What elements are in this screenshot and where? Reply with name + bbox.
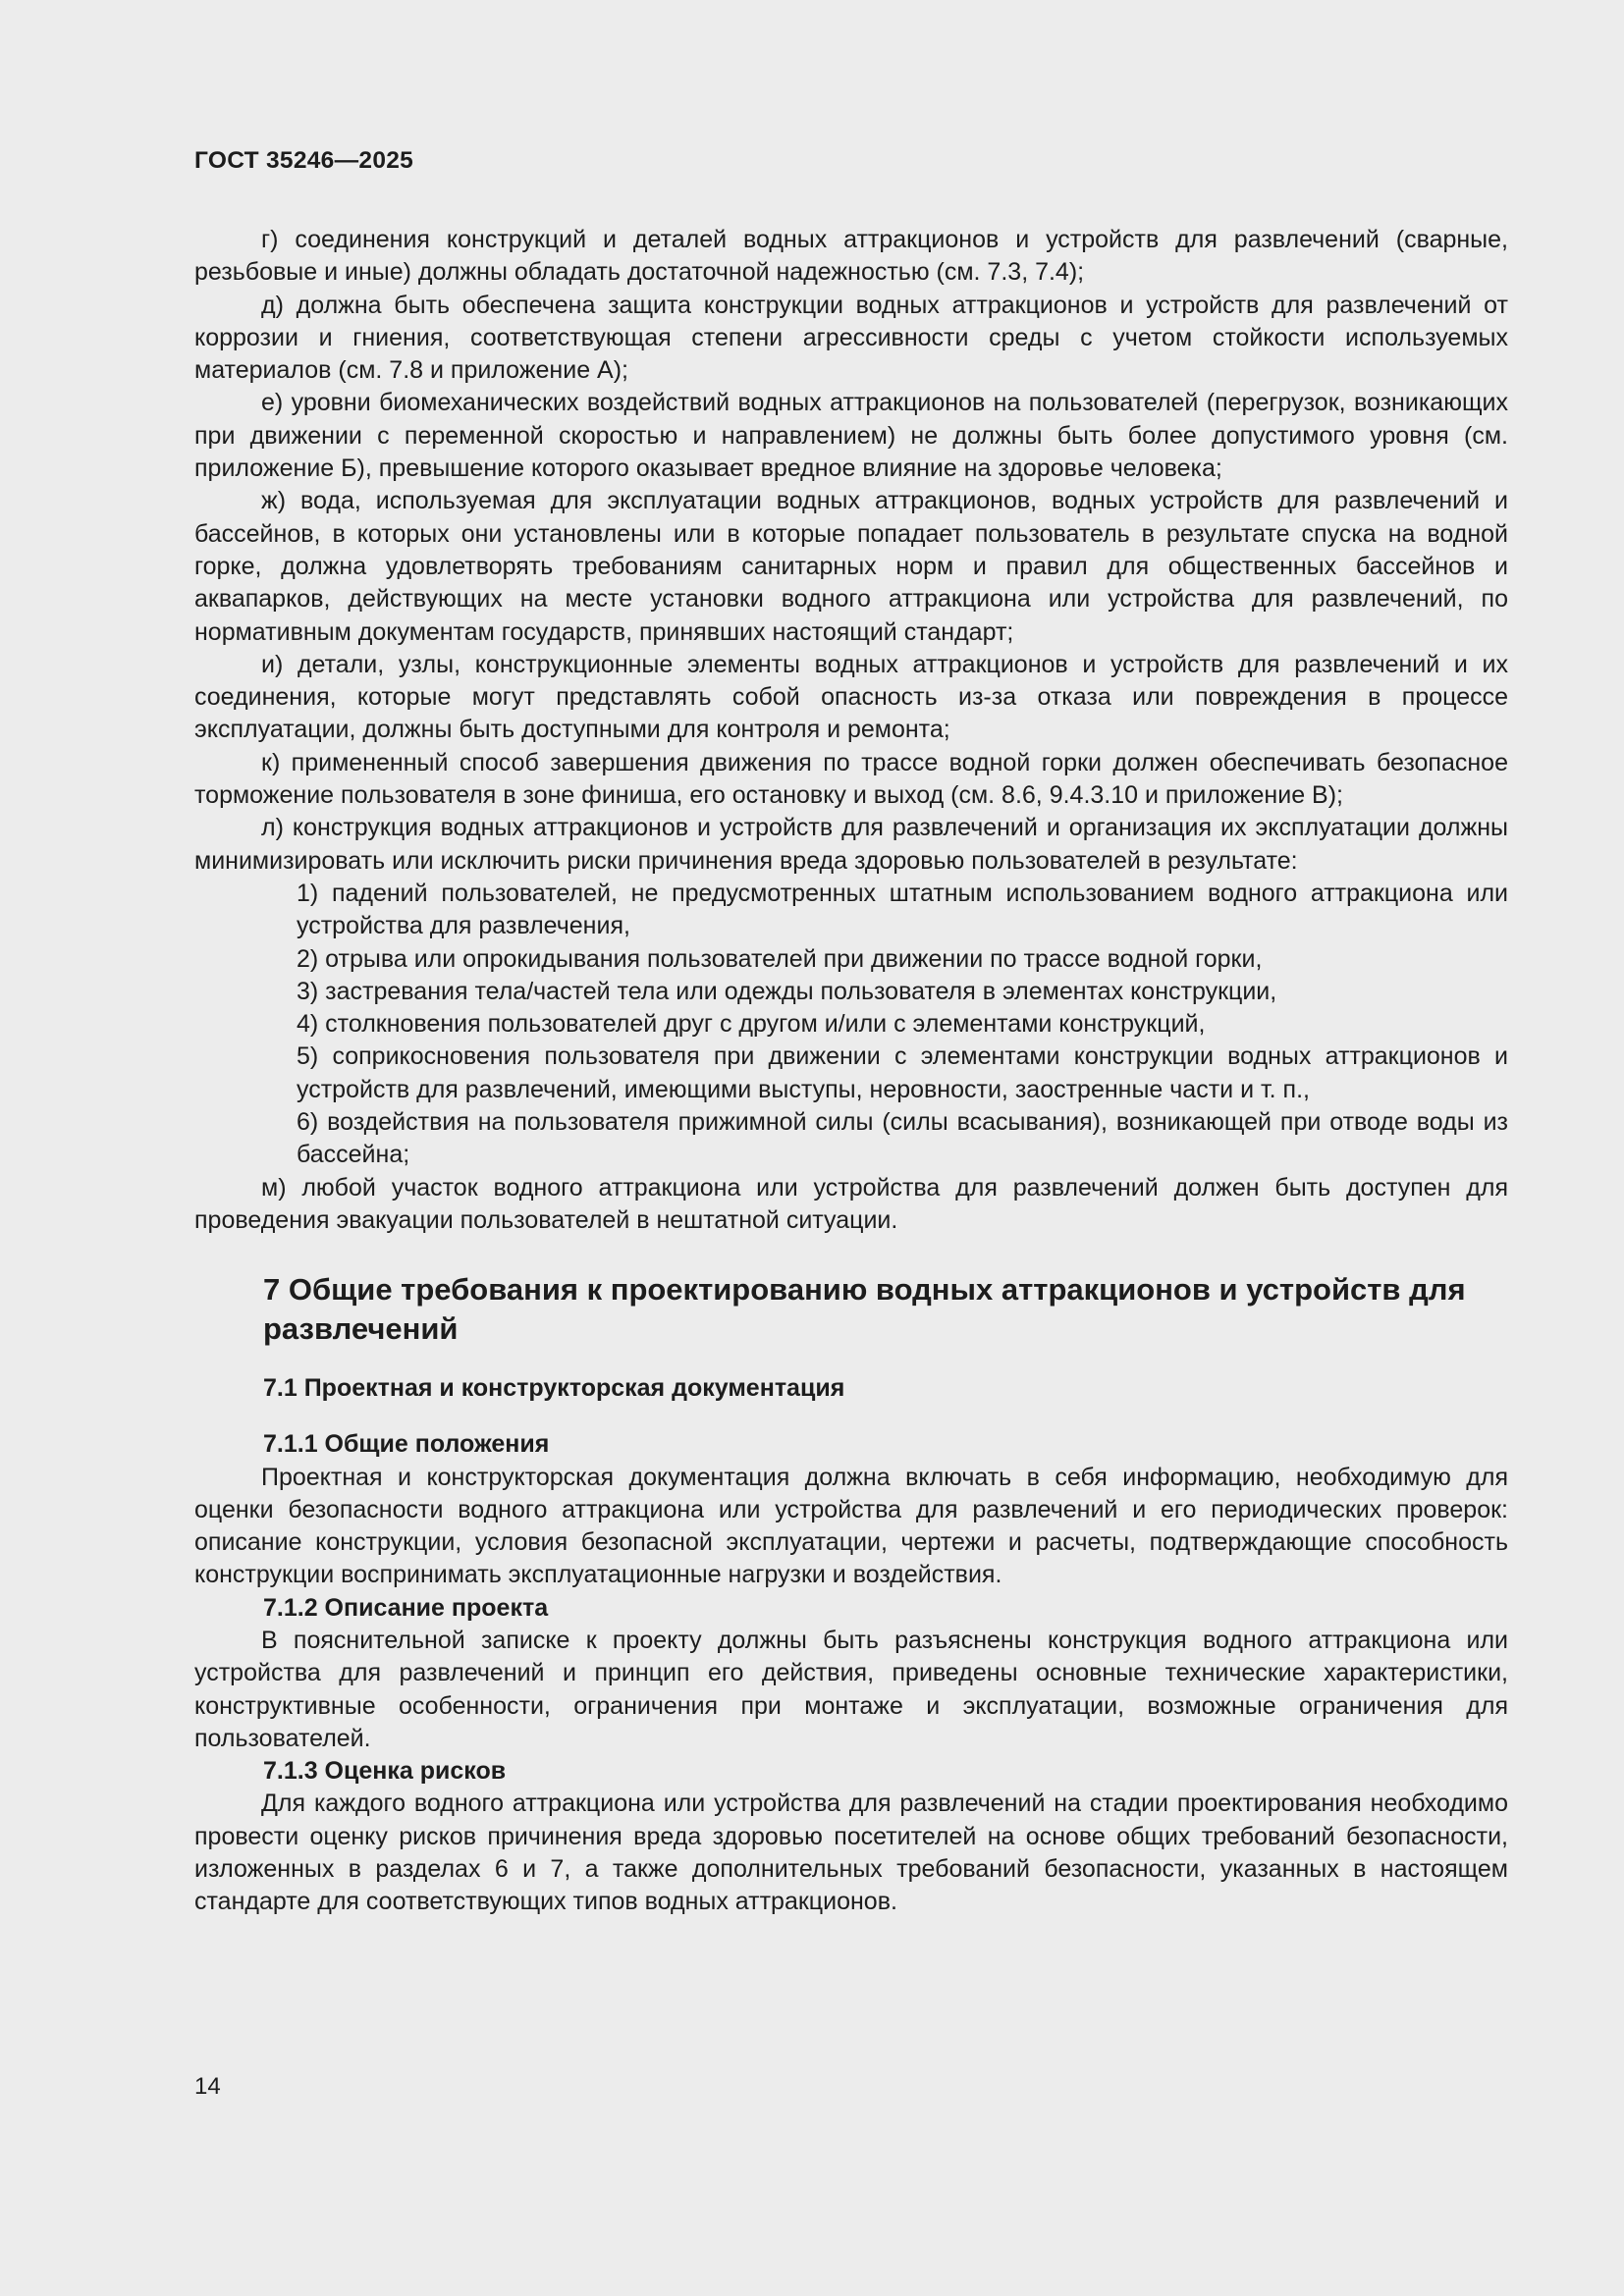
page-content — [194, 224, 1508, 1919]
section-7-1-1-heading: 7.1.1 Общие положения — [263, 1430, 550, 1459]
sub-item-5: 5) соприкосновения пользователя при движении с элементами конструкции водных аттракционов и устройств для развлечений, имеющими выступы, неровности, заостренные части и т. п., — [297, 1042, 1508, 1103]
list-item-l: л) конструкция водных аттракционов и устройств для развлечений и организация их эксплуатации должны минимизировать или исключить риски причинения вреда здоровью пользователей в результате: — [194, 814, 1508, 875]
sub-item-6: 6) воздействия на пользователя прижимной силы (силы всасывания), возникающей при отводе воды из бассейна; — [297, 1108, 1508, 1169]
sub-item-1: 1) падений пользователей, не предусмотренных штатным использованием водного аттракциона или устройства для развлечения, — [297, 879, 1508, 940]
list-item-k: к) примененный способ завершения движения по трассе водной горки должен обеспечивать безопасное торможение пользователя в зоне финиша, его остановку и выход (см. 8.6, 9.4.3.10 и приложение В); — [194, 748, 1508, 810]
section-7-1-heading: 7.1 Проектная и конструкторская документация — [263, 1374, 845, 1403]
section-7-1-3-text: Для каждого водного аттракциона или устройства для развлечений на стадии проектирования необходимо провести оценку рисков причинения вреда здоровью посетителей на основе общих требований безопасности, изложенных в разделах 6 и 7, а также дополнительных требований безопасности, указанных в настоящем стандарте для соответствующих типов водных аттракционов. — [194, 1789, 1508, 1916]
section-7-1-1-text: Проектная и конструкторская документация должна включать в себя информацию, необходимую для оценки безопасности водного аттракциона или устройства для развлечений и его периодических проверок: описание конструкции, условия безопасной эксплуатации, чертежи и расчеты, подтверждающие способность конструкции воспринимать эксплуатационные нагрузки и воздействия. — [194, 1463, 1508, 1589]
list-item-g: г) соединения конструкций и деталей водных аттракционов и устройств для развлечений (сварные, резьбовые и иные) должны обладать достаточной надежностью (см. 7.3, 7.4); — [194, 226, 1508, 287]
list-item-zh: ж) вода, используемая для эксплуатации водных аттракционов, водных устройств для развлечений и бассейнов, в которых они установлены или в которые попадает пользователь в результате спуска на водной горке, должна удовлетворять требованиям санитарных норм и правил для общественных бассейнов и аквапарков, действующих на месте установки водного аттракциона или устройства для развлечений, по нормативным документам государств, принявших настоящий стандарт; — [194, 487, 1508, 646]
list-item-d: д) должна быть обеспечена защита конструкции водных аттракционов и устройств для развлечений от коррозии и гниения, соответствующая степени агрессивности среды с учетом стойкости используемых материалов (см. 7.8 и приложение А); — [194, 291, 1508, 385]
sub-item-3: 3) застревания тела/частей тела или одежды пользователя в элементах конструкции, — [297, 977, 1277, 1005]
sub-item-4: 4) столкновения пользователей друг с другом и/или с элементами конструкций, — [297, 1010, 1206, 1039]
list-item-m: м) любой участок водного аттракциона или устройства для развлечений должен быть доступен для проведения эвакуации пользователей в нештатной ситуации. — [194, 1173, 1508, 1234]
section-7-1-2-heading: 7.1.2 Описание проекта — [263, 1593, 549, 1622]
page-number: 14 — [194, 2073, 221, 2100]
section-7-1-3-heading: 7.1.3 Оценка рисков — [263, 1757, 507, 1786]
section-7-1-2-text: В пояснительной записке к проекту должны быть разъяснены конструкция водного аттракциона или устройства для развлечений и принцип его действия, приведены основные технические характеристики, конструктивные особенности, ограничения при монтаже и эксплуатации, возможные ограничения для пользователей. — [194, 1626, 1508, 1752]
section-7-heading: 7 Общие требования к проектированию водных аттракционов и устройств для развлечений — [263, 1272, 1466, 1347]
list-item-i: и) детали, узлы, конструкционные элементы водных аттракционов и устройств для развлечений и их соединения, которые могут представлять собой опасность из-за отказа или повреждения в процессе эксплуатации, должны быть доступными для контроля и ремонта; — [194, 650, 1508, 744]
list-item-e: е) уровни биомеханических воздействий водных аттракционов на пользователей (перегрузок, возникающих при движении с переменной скоростью и направлением) не должны быть более допустимого уровня (см. приложение Б), превышение которого оказывает вредное влияние на здоровье человека; — [194, 389, 1508, 483]
document-header: ГОСТ 35246—2025 — [194, 147, 414, 174]
sub-item-2: 2) отрыва или опрокидывания пользователей при движении по трассе водной горки, — [297, 944, 1263, 973]
